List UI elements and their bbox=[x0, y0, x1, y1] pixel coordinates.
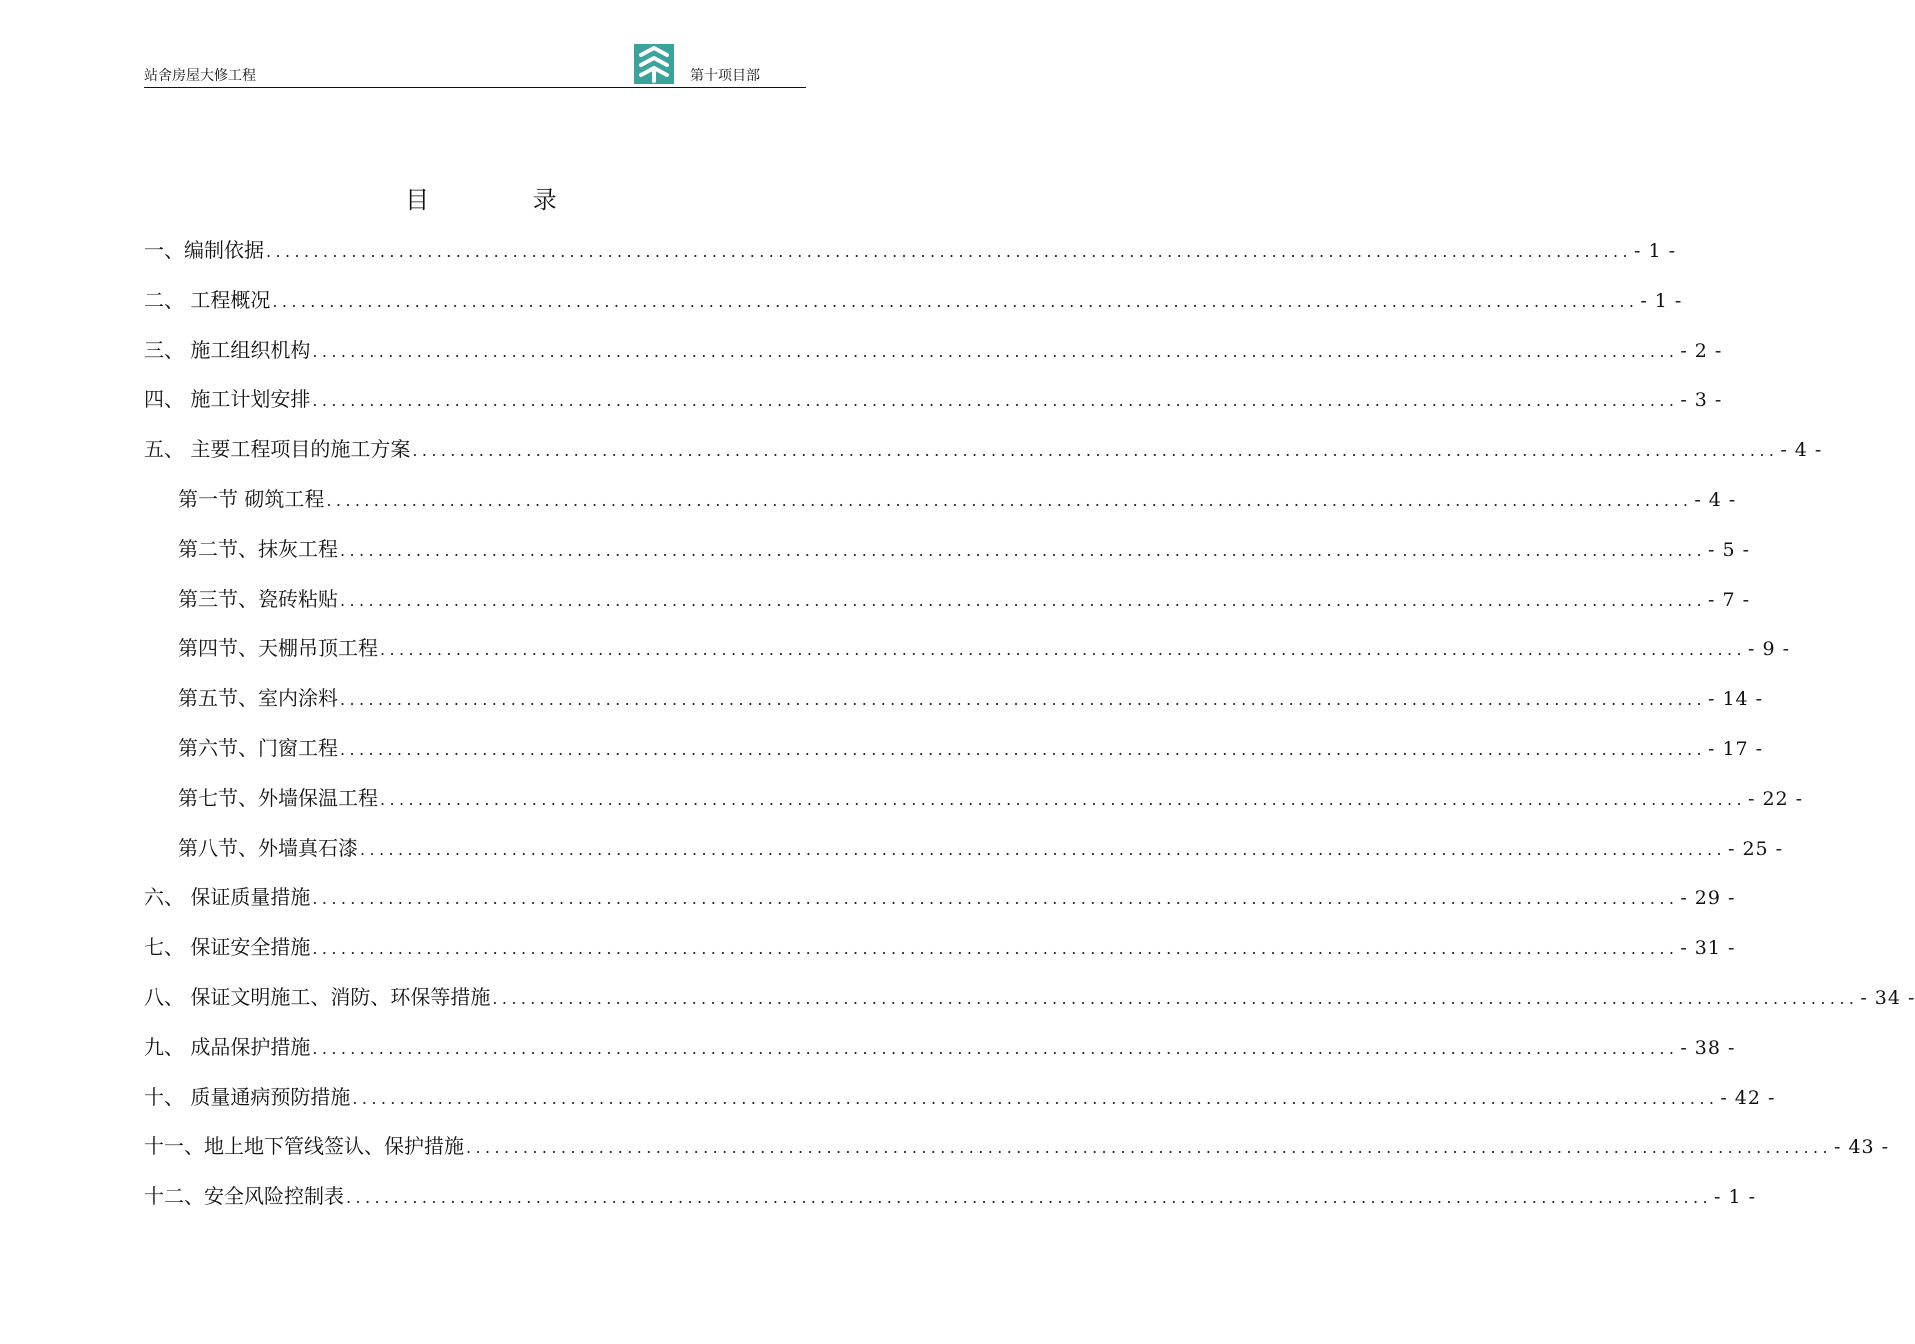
toc-dot-leader: ................................................................................................................................................ bbox=[312, 1038, 1679, 1058]
toc-entry[interactable] bbox=[144, 923, 1736, 973]
toc-subentry[interactable] bbox=[144, 624, 1790, 674]
toc-dot-leader: ................................................................................................................................................ bbox=[352, 1088, 1719, 1108]
toc-subentry[interactable] bbox=[144, 724, 1764, 774]
toc-entry-page: - 4 - bbox=[1694, 488, 1737, 511]
toc-dot-leader: ................................................................................................................................................ bbox=[380, 789, 1746, 809]
toc-entry[interactable] bbox=[144, 375, 1723, 425]
toc-entry-page: - 5 - bbox=[1707, 538, 1750, 561]
toc-dot-leader: ................................................................................................................................................ bbox=[340, 590, 1706, 610]
toc-entry-label: 九、 成品保护措施 bbox=[144, 1034, 311, 1059]
header-project-name: 站舍房屋大修工程 bbox=[144, 68, 256, 84]
page-header bbox=[144, 40, 806, 88]
toc-dot-leader: ................................................................................................................................................ bbox=[340, 540, 1706, 560]
toc-entry-page: - 7 - bbox=[1707, 588, 1750, 611]
toc-subentry[interactable] bbox=[144, 475, 1737, 525]
toc-dot-leader: ................................................................................................................................................ bbox=[312, 391, 1679, 411]
toc-entry-page: - 31 - bbox=[1680, 937, 1736, 960]
toc-entry-label: 第四节、天棚吊顶工程 bbox=[178, 636, 378, 661]
toc-entry-page: - 9 - bbox=[1747, 638, 1790, 661]
toc-dot-leader: ................................................................................................................................................ bbox=[360, 839, 1726, 859]
toc-entry-label: 十二、安全风险控制表 bbox=[144, 1184, 344, 1209]
toc-entry-label: 八、 保证文明施工、消防、环保等措施 bbox=[144, 984, 491, 1009]
toc-dot-leader: ................................................................................................................................................ bbox=[312, 889, 1679, 909]
toc-entry-label: 六、 保证质量措施 bbox=[144, 885, 311, 910]
toc-entry-label: 第三节、瓷砖粘贴 bbox=[178, 586, 338, 611]
toc-subentry[interactable] bbox=[144, 575, 1750, 625]
toc-entry-label: 四、 施工计划安排 bbox=[144, 387, 311, 412]
toc-entry-page: - 25 - bbox=[1727, 837, 1784, 860]
toc-dot-leader: ................................................................................................................................................ bbox=[266, 242, 1632, 261]
toc-entry-page: - 42 - bbox=[1720, 1086, 1776, 1109]
toc-subentry[interactable] bbox=[144, 674, 1764, 724]
toc-entry-label: 五、 主要工程项目的施工方案 bbox=[144, 437, 411, 462]
toc-entry-label: 第七节、外墙保温工程 bbox=[178, 785, 378, 810]
toc-entry-page: - 3 - bbox=[1680, 389, 1723, 412]
toc-dot-leader: ................................................................................................................................................ bbox=[340, 690, 1706, 710]
toc-entry-page: - 1 - bbox=[1633, 240, 1676, 262]
toc-entry-label: 第六节、门窗工程 bbox=[178, 735, 338, 760]
toc-entry-page: - 14 - bbox=[1707, 688, 1764, 711]
toc-entry[interactable] bbox=[144, 1073, 1776, 1123]
toc-dot-leader: ................................................................................................................................................ bbox=[326, 490, 1693, 510]
toc-entry-page: - 4 - bbox=[1780, 439, 1823, 462]
toc-dot-leader: ................................................................................................................................................ bbox=[346, 1188, 1712, 1208]
toc-entry-label: 七、 保证安全措施 bbox=[144, 935, 311, 960]
header-department: 第十项目部 bbox=[690, 68, 760, 84]
toc-dot-leader: ................................................................................................................................................ bbox=[492, 988, 1859, 1008]
toc-entry[interactable] bbox=[144, 873, 1736, 923]
toc-entry-label: 十一、地上地下管线签认、保护措施 bbox=[144, 1134, 464, 1159]
toc-entry-label: 第二节、抹灰工程 bbox=[178, 536, 338, 561]
header-divider bbox=[144, 87, 806, 88]
toc-entry[interactable] bbox=[144, 326, 1723, 376]
toc-entry-label: 三、 施工组织机构 bbox=[144, 337, 311, 362]
toc-entry-label: 二、 工程概况 bbox=[144, 287, 271, 312]
toc-entry[interactable] bbox=[144, 226, 1676, 276]
toc-dot-leader: ................................................................................................................................................ bbox=[466, 1138, 1832, 1158]
toc-dot-leader: ................................................................................................................................................ bbox=[412, 441, 1779, 461]
toc-entry-label: 十、 质量通病预防措施 bbox=[144, 1084, 351, 1109]
toc-subentry[interactable] bbox=[144, 824, 1784, 874]
toc-entry-label: 第五节、室内涂料 bbox=[178, 686, 338, 711]
toc-subentry[interactable] bbox=[144, 774, 1804, 824]
toc-dot-leader: ................................................................................................................................................ bbox=[312, 341, 1679, 361]
toc-entry-page: - 38 - bbox=[1680, 1036, 1736, 1059]
company-logo bbox=[634, 44, 674, 84]
toc-dot-leader: ................................................................................................................................................ bbox=[340, 739, 1706, 759]
toc-dot-leader: ................................................................................................................................................ bbox=[272, 291, 1639, 311]
toc-list bbox=[144, 226, 1915, 1222]
toc-subentry[interactable] bbox=[144, 525, 1750, 575]
toc-entry-page: - 2 - bbox=[1680, 339, 1723, 362]
toc-entry-page: - 22 - bbox=[1747, 787, 1804, 810]
toc-entry-page: - 43 - bbox=[1833, 1136, 1890, 1159]
toc-entry-page: - 29 - bbox=[1680, 887, 1736, 910]
toc-dot-leader: ................................................................................................................................................ bbox=[312, 939, 1679, 959]
toc-entry-label: 第一节 砌筑工程 bbox=[178, 486, 325, 511]
toc-entry-label: 第八节、外墙真石漆 bbox=[178, 835, 358, 860]
toc-entry-page: - 17 - bbox=[1707, 737, 1764, 760]
toc-entry[interactable] bbox=[144, 425, 1823, 475]
toc-title: 目 录 bbox=[405, 186, 605, 214]
toc-entry-page: - 1 - bbox=[1640, 289, 1683, 312]
toc-entry-label: 一、编制依据 bbox=[144, 238, 264, 262]
toc-entry-page: - 1 - bbox=[1713, 1186, 1756, 1209]
toc-dot-leader: ................................................................................................................................................ bbox=[380, 640, 1746, 660]
toc-entry[interactable] bbox=[144, 276, 1683, 326]
toc-entry[interactable] bbox=[144, 1172, 1756, 1222]
toc-entry[interactable] bbox=[144, 1122, 1890, 1172]
toc-entry-page: - 34 - bbox=[1860, 986, 1915, 1009]
toc-entry[interactable] bbox=[144, 1023, 1736, 1073]
toc-entry[interactable] bbox=[144, 973, 1915, 1023]
